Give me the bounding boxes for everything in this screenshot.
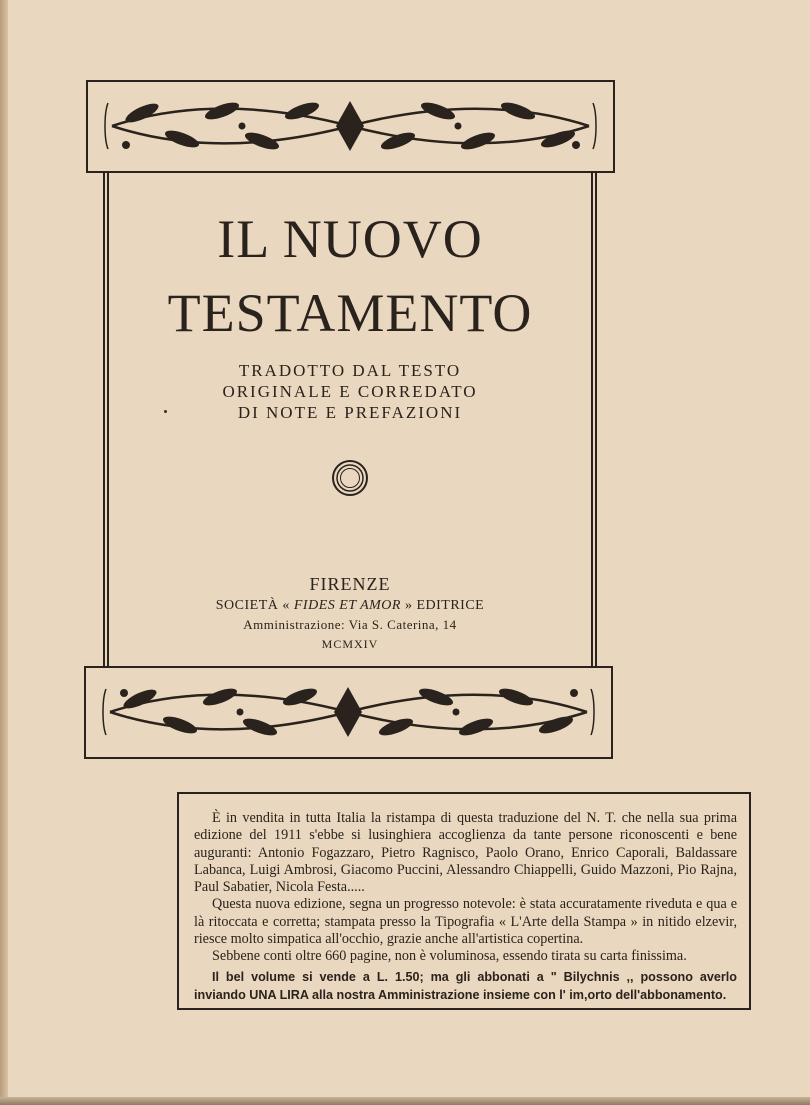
subtitle-line: DI NOTE E PREFAZIONI <box>237 403 463 422</box>
imprint-city: FIRENZE <box>309 574 391 594</box>
paper-speck <box>164 410 167 413</box>
page-edge <box>0 0 8 1105</box>
top-ornament-band <box>86 80 615 173</box>
book-title-line-2: TESTAMENTO <box>167 283 533 343</box>
imprint-publisher <box>103 598 597 614</box>
laurel-ornament-icon <box>100 679 597 745</box>
imprint-year: MCMXIV <box>321 637 379 651</box>
sale-notice-box <box>177 792 751 1010</box>
laurel-ornament-icon <box>102 93 599 159</box>
notice-paragraph: Questa nuova edizione, segna un progresso notevole: è stata accuratamente riveduta e qua e là ritoccata e corretta; stampata presso la Tipografia « L'Arte della Stampa » in nitido elzevir, riesce molto simpatica all'occhio, grazie anche all'artistica copertina. <box>194 896 737 948</box>
publisher-suffix: » EDITRICE <box>404 598 485 613</box>
ring-ornament-icon <box>331 459 369 497</box>
notice-paragraph: È in vendita in tutta Italia la ristampa di questa traduzione del N. T. che nella sua prima edizione del 1911 s'ebbe si lusinghiera accoglienza da tante persone riconoscenti e bene auguranti: Antonio Fogazzaro, Pietro Ragnisco, Paolo Orano, Enrico Caporali, Baldassare Labanca, Luigi Ambrosi, Giacomo Puccini, Alessandro Chiappelli, Guido Mazzoni, Pio Rajna, Paul Sabatier, Nicola Festa..... <box>194 810 737 896</box>
notice-price-paragraph: Il bel volume si vende a L. 1.50; ma gli abbonati a " Bilychnis ,, possono averlo inviando UNA LIRA alla nostra Amministrazione insieme con l' im,orto dell'abbonamento. <box>194 969 737 1002</box>
subtitle-line: ORIGINALE E CORREDATO <box>222 382 478 401</box>
publisher-prefix: SOCIETÀ « <box>215 598 290 613</box>
book-title-line-1: IL NUOVO <box>217 209 483 269</box>
subtitle-line: TRADOTTO DAL TESTO <box>238 361 462 380</box>
bottom-edge <box>0 1097 810 1105</box>
publisher-name: FIDES ET AMOR <box>293 598 401 613</box>
bottom-ornament-band <box>84 666 613 759</box>
subtitle-block <box>103 360 597 423</box>
notice-paragraph: Sebbene conti oltre 660 pagine, non è voluminosa, essendo tirata su carta finissima. <box>212 948 687 965</box>
imprint-address: Amministrazione: Via S. Caterina, 14 <box>243 617 457 632</box>
